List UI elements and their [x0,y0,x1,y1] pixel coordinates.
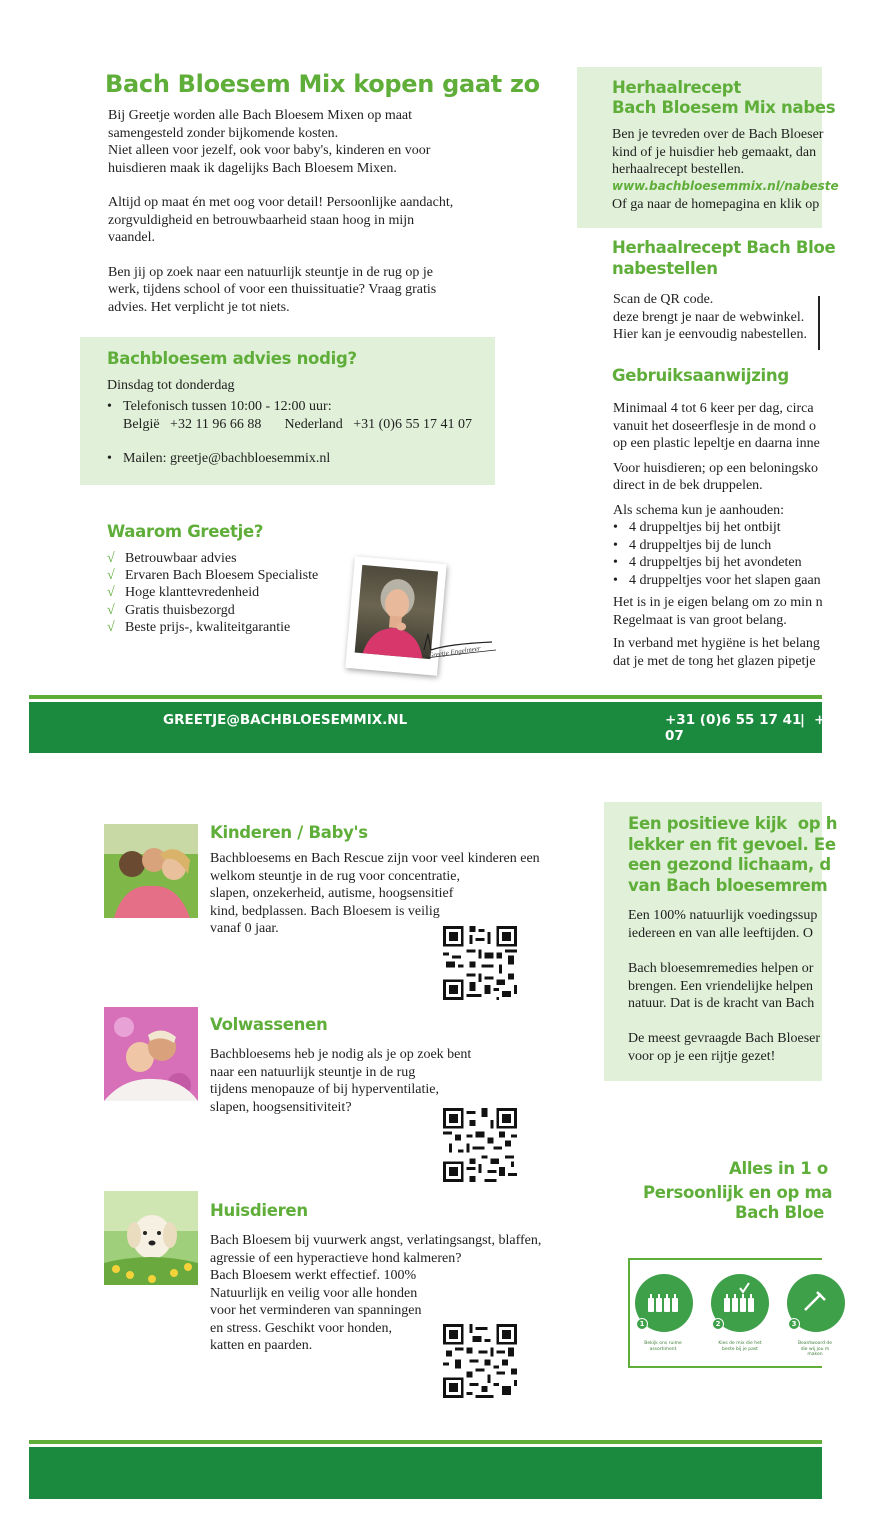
positive-title: Een positieve kijk op h lekker en fit gevoel. Ee een gezond lichaam, d van Bach bloesemrem [628,814,838,895]
pets-qr-code[interactable] [443,1324,517,1398]
advice-title: Bachbloesem advies nodig? [107,349,357,368]
reorder-title-line2: Bach Bloesem Mix nabes [612,98,836,117]
pets-photo [104,1191,198,1285]
contact-band [29,702,826,753]
band-separator: | [800,712,805,728]
belgium-phone[interactable]: +32 11 96 66 88 [170,416,262,432]
band-email[interactable]: GREETJE@BACHBLOESEMMIX.NL [163,712,408,728]
order-line-1: Alles in 1 o [729,1159,828,1178]
band-top-line [29,695,822,699]
netherlands-phone[interactable]: +31 (0)6 55 17 41 07 [353,416,472,432]
order-line-2: Persoonlijk en op ma [643,1183,833,1202]
adults-photo [104,1007,198,1101]
why-item: √ Betrouwbaar advies [107,550,318,567]
adults-text: Bachbloesems heb je nodig als je op zoek bent naar een natuurlijk steuntje in de rug tijdens menopauze of bij hyperventilatie, slapen, hoogsensitiviteit? [210,1047,472,1115]
advice-days: Dinsdag tot donderdag [107,378,235,393]
reorder-title [612,78,835,118]
adults-title: Volwassenen [210,1015,328,1034]
advice-phone-item [107,398,487,433]
reorder-text-after: Of ga naar de homepagina en klik op [612,197,820,212]
schema-item: • 4 druppeltjes bij het ontbijt [613,519,873,537]
advice-mail-item[interactable]: • Mailen: greetje@bachbloesemmix.nl [107,450,487,468]
step-2-caption: Kies de mix die het beste bij je past [718,1341,762,1352]
positive-box [604,802,838,1081]
reorder-box [577,67,839,228]
intro-text [108,107,488,333]
bottom-band [29,1447,822,1499]
step-1-number: 1 [636,1318,648,1330]
reorder-link[interactable]: www.bachbloesemmix.nl/nabeste [612,179,839,193]
usage-p2: Voor huisdieren; op een beloningsko direct in de bek druppelen. [613,460,819,493]
reorder-qr-text: Scan de QR code. deze brengt je naar de webwinkel. Hier kan je eenvoudig nabestellen. [613,292,807,342]
children-text: Bachbloesems en Bach Rescue zijn voor veel kinderen een welkom steuntje in de rug voor concentratie, slapen, onzekerheid, autisme, hoogsensitief kind, bedplassen. Bach Bloesem is veilig vanaf 0 jaar. [210,851,540,936]
belgium-label: België [123,416,160,432]
pets-text: Bach Bloesem bij vuurwerk angst, verlatingsangst, blaffen, agressie of een hyperactieve hond kalmeren? Bach Bloesem werkt effectief. 100% Natuurlijk en veilig voor alle honden voor het verminderen van spanningen en stress. Geschikt voor honden, katten en paarden. [210,1233,542,1353]
band-phone[interactable]: +31 (0)6 55 17 41 07 [665,712,802,744]
adults-qr-code[interactable] [443,1108,517,1182]
intro-paragraph-3: Ben jij op zoek naar een natuurlijk steuntje in de rug op je werk, tijdens school of voor een thuissituatie? Vraag gratis advies. Het verplicht je tot niets. [108,264,437,315]
signature-text: Greetje Engelmeer [427,644,482,660]
usage-p3: Het is in je eigen belang om zo min n Regelmaat is van groot belang. [613,595,823,628]
why-item: √ Hoge klanttevredenheid [107,584,318,601]
schema-item: • 4 druppeltjes bij het avondeten [613,554,873,572]
why-item: √ Ervaren Bach Bloesem Specialiste [107,567,318,584]
step-3-caption: Beantwoord de die wij jou m maken [797,1341,833,1357]
order-line-3: Bach Bloe [735,1203,825,1222]
intro-paragraph-2: Altijd op maat én met oog voor detail! Persoonlijke aandacht, zorgvuldigheid en betrouwbaarheid staan hoog in mijn vaandel. [108,195,454,245]
why-list [107,550,318,636]
schema-item: • 4 druppeltjes voor het slapen gaan [613,572,873,590]
advice-box [80,337,495,485]
step-2-number: 2 [712,1318,724,1330]
reorder-text: Ben je tevreden over de Bach Bloeser kind of je huisdier heb gemaakt, dan herhaalrecept bestellen. [612,127,824,177]
band-more: + [814,712,826,728]
usage-p1: Minimaal 4 tot 6 keer per dag, circa vanuit het doseerflesje in de mond o op een plastic lepeltje en daarna inne [613,401,820,451]
bottom-band-line [29,1440,822,1444]
usage-title: Gebruiksaanwijzing [612,366,789,385]
children-title: Kinderen / Baby's [210,823,368,842]
positive-p1: Een 100% natuurlijk voedingssup iedereen en van alle leeftijden. O [628,908,818,941]
usage-p4: In verband met hygiëne is het belang dat je met de tong het glazen pipetje [613,636,820,669]
why-item: √ Gratis thuisbezorgd [107,602,318,619]
usage-text [613,400,873,670]
usage-schema-intro: Als schema kun je aanhouden: [613,502,785,518]
advice-list [107,398,487,468]
positive-p3: De meest gevraagde Bach Bloeser voor op je een rijtje gezet! [628,1031,821,1064]
page-title: Bach Bloesem Mix kopen gaat zo [105,70,540,98]
reorder-qr-title: Herhaalrecept Bach Bloe nabestellen [612,238,836,278]
advice-phone-line: Telefonisch tussen 10:00 - 12:00 uur: [123,399,332,414]
why-item: √ Beste prijs-, kwaliteitgarantie [107,619,318,636]
step-1-caption: Bekijk ons ruime assortiment [644,1341,682,1352]
qr-code-edge [818,296,822,350]
netherlands-label: Nederland [284,416,343,432]
reorder-title-line1: Herhaalrecept [612,78,741,97]
positive-p2: Bach bloesemremedies helpen or brengen. Een vriendelijke helpen natuur. Dat is de kracht van Bach [628,961,815,1011]
children-qr-code[interactable] [443,926,517,1000]
usage-schema-list [613,519,873,589]
pets-title: Huisdieren [210,1201,308,1220]
intro-paragraph-1: Bij Greetje worden alle Bach Bloesem Mixen op maat samengesteld zonder bijkomende kosten. Niet alleen voor jezelf, ook voor baby's, kinderen en voor huisdieren maak ik dagelijks Bach Bloesem Mixen. [108,108,431,176]
schema-item: • 4 druppeltjes bij de lunch [613,537,873,555]
why-title: Waarom Greetje? [107,522,264,541]
children-photo [104,824,198,918]
step-3-number: 3 [788,1318,800,1330]
